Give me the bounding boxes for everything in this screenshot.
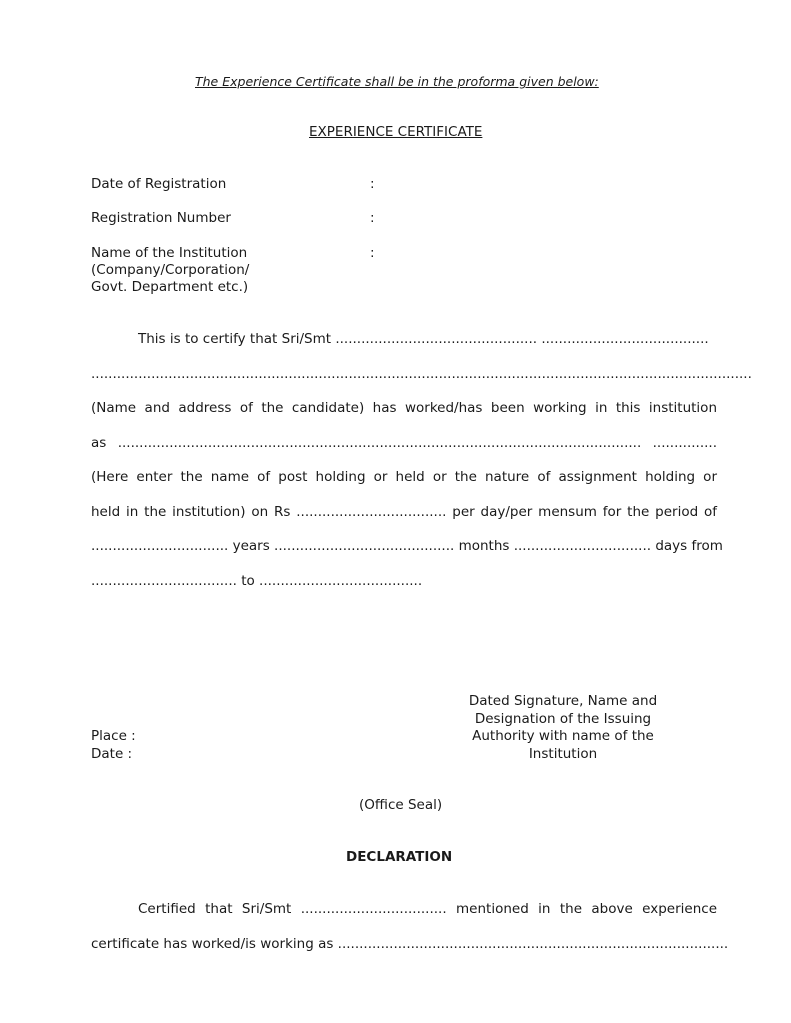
certify-line: .................................. to ...................................... <box>91 573 423 589</box>
declaration-line: Certified that Sri/Smt .................................. mentioned in the above experience <box>138 901 717 917</box>
institution-sub-label: (Company/Corporation/ <box>91 262 250 278</box>
signature-line: Authority with name of the <box>472 728 654 744</box>
declaration-line: certificate has worked/is working as ........................................................................................... <box>91 936 729 952</box>
institution-sub-label: Govt. Department etc.) <box>91 279 249 295</box>
field-colon: : <box>370 176 375 192</box>
date-label: Date : <box>91 746 133 762</box>
field-label-institution-name: Name of the Institution <box>91 245 248 261</box>
office-seal: (Office Seal) <box>359 797 443 813</box>
place-label: Place : <box>91 728 136 744</box>
declaration-title: DECLARATION <box>346 849 453 865</box>
certificate-title: EXPERIENCE CERTIFICATE <box>309 124 483 140</box>
certify-line: .......................................................................................................................................................... <box>91 366 752 382</box>
field-label-date-of-registration: Date of Registration <box>91 176 227 192</box>
certify-line: (Here enter the name of post holding or held or the nature of assignment holding or <box>91 469 717 485</box>
certify-line: as .......................................................................................................................... ............... <box>91 435 717 451</box>
field-colon: : <box>370 210 375 226</box>
certify-line: (Name and address of the candidate) has worked/has been working in this institution <box>91 400 717 416</box>
header-note: The Experience Certificate shall be in the proforma given below: <box>195 74 599 89</box>
signature-line: Designation of the Issuing <box>474 710 652 727</box>
signature-block <box>440 693 686 763</box>
field-label-registration-number: Registration Number <box>91 210 231 226</box>
field-colon: : <box>370 245 375 261</box>
certify-line: held in the institution) on Rs ................................... per day/per mensum for the period of <box>91 504 717 520</box>
signature-line: Dated Signature, Name and <box>468 693 658 709</box>
certify-line: ................................ years .......................................... months ................................ days from <box>91 538 723 554</box>
signature-line: Institution <box>528 745 598 762</box>
certify-line: This is to certify that Sri/Smt ............................................... ....................................... <box>138 331 709 347</box>
